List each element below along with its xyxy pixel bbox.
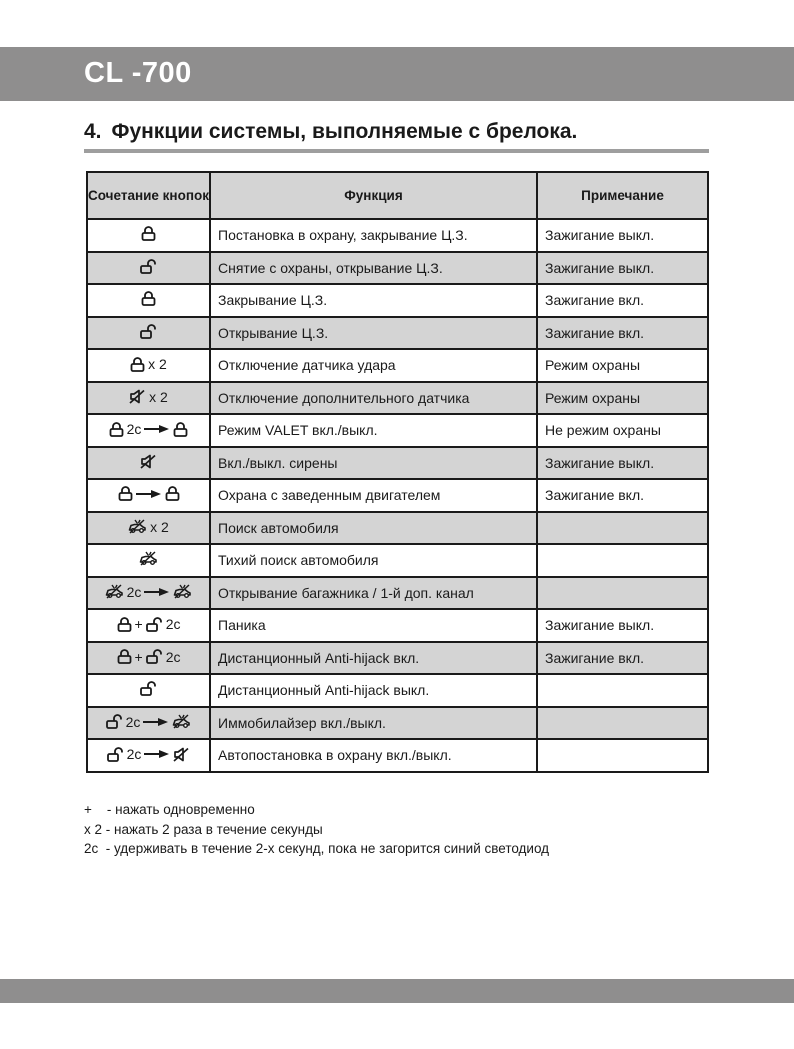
table-row — [87, 707, 708, 740]
functions-table — [86, 171, 709, 773]
function-cell: Автопостановка в охрану вкл./выкл. — [210, 739, 537, 772]
note-cell — [537, 544, 708, 577]
legend — [84, 800, 549, 859]
table-row — [87, 382, 708, 415]
note-cell — [537, 512, 708, 545]
arrow-icon — [144, 587, 170, 597]
function-cell: Закрывание Ц.З. — [210, 284, 537, 317]
table-row — [87, 577, 708, 610]
table-row — [87, 447, 708, 480]
combo-text: 2с — [126, 421, 142, 437]
legend-line: + - нажать одновременно — [84, 802, 255, 817]
combo-text: 2с — [125, 713, 141, 730]
button-combination — [130, 356, 167, 372]
note-cell: Зажигание выкл. — [537, 219, 708, 252]
table-row — [87, 317, 708, 350]
table-row — [87, 219, 708, 252]
function-cell: Паника — [210, 609, 537, 642]
function-cell: Тихий поиск автомобиля — [210, 544, 537, 577]
section-title: Функции системы, выполняемые с брелока. — [111, 120, 578, 143]
unlock-icon — [140, 259, 157, 274]
lock-icon — [141, 291, 156, 306]
combo-cell — [87, 414, 210, 447]
mute-icon — [129, 389, 146, 404]
lock-icon — [141, 226, 156, 241]
unlock-icon — [146, 649, 163, 664]
combo-cell — [87, 317, 210, 350]
combo-text: + — [134, 648, 143, 665]
car-search-icon — [173, 584, 192, 599]
legend-line: x 2 - нажать 2 раза в течение секунды — [84, 821, 323, 837]
lock-icon — [109, 422, 124, 437]
function-cell: Открывание Ц.З. — [210, 317, 537, 350]
button-combination — [129, 389, 168, 405]
combo-text: 2с — [126, 583, 142, 600]
button-combination — [117, 616, 181, 632]
combo-cell — [87, 349, 210, 382]
unlock-icon — [140, 324, 157, 339]
unlock-icon — [106, 714, 123, 729]
combo-cell — [87, 577, 210, 610]
header-note: Примечание — [537, 172, 708, 219]
note-cell — [537, 577, 708, 610]
function-cell: Открывание багажника / 1-й доп. канал — [210, 577, 537, 610]
footer-bar — [0, 979, 794, 1003]
combo-text: 2с — [165, 616, 181, 632]
header-combo: Сочетание кнопок — [87, 172, 210, 219]
function-cell: Отключение дополнительного датчика — [210, 382, 537, 415]
button-combination — [118, 486, 180, 501]
note-cell: Зажигание вкл. — [537, 479, 708, 512]
lock-icon — [173, 422, 188, 437]
combo-cell — [87, 252, 210, 285]
function-cell: Дистанционный Anti-hijack выкл. — [210, 674, 537, 707]
button-combination — [141, 291, 156, 306]
note-cell: Зажигание вкл. — [537, 317, 708, 350]
table-header-row — [87, 172, 708, 219]
car-search-icon — [105, 584, 124, 599]
combo-cell — [87, 284, 210, 317]
combo-cell — [87, 447, 210, 480]
function-cell: Снятие с охраны, открывание Ц.З. — [210, 252, 537, 285]
function-cell: Дистанционный Anti-hijack вкл. — [210, 642, 537, 675]
lock-icon — [165, 486, 180, 501]
unlock-icon — [107, 747, 124, 762]
table-row — [87, 739, 708, 772]
legend-line: 2с - удерживать в течение 2-х секунд, пока не загорится синий светодиод — [84, 841, 550, 856]
combo-cell — [87, 219, 210, 252]
table-row — [87, 512, 708, 545]
note-cell — [537, 707, 708, 740]
car-search-icon — [172, 714, 191, 729]
note-cell: Зажигание выкл. — [537, 447, 708, 480]
button-combination — [140, 454, 157, 469]
combo-text: 2с — [165, 648, 181, 665]
section-heading — [84, 120, 577, 144]
note-cell: Режим охраны — [537, 349, 708, 382]
mute-icon — [173, 747, 190, 762]
button-combination — [140, 681, 157, 696]
function-cell: Постановка в охрану, закрывание Ц.З. — [210, 219, 537, 252]
table-row — [87, 252, 708, 285]
button-combination — [140, 259, 157, 274]
function-cell: Поиск автомобиля — [210, 512, 537, 545]
note-cell — [537, 739, 708, 772]
mute-icon — [140, 454, 157, 469]
combo-text: x 2 — [150, 518, 169, 535]
button-combination — [109, 421, 189, 437]
function-cell: Охрана с заведенным двигателем — [210, 479, 537, 512]
button-combination — [107, 746, 191, 762]
note-cell: Зажигание выкл. — [537, 609, 708, 642]
combo-cell — [87, 479, 210, 512]
lock-icon — [117, 617, 132, 632]
unlock-icon — [140, 681, 157, 696]
button-combination — [117, 649, 181, 665]
header-bar — [0, 47, 794, 101]
table-row — [87, 284, 708, 317]
note-cell: Зажигание выкл. — [537, 252, 708, 285]
button-combination — [105, 584, 193, 600]
function-cell: Иммобилайзер вкл./выкл. — [210, 707, 537, 740]
combo-text: + — [134, 616, 143, 632]
function-cell: Вкл./выкл. сирены — [210, 447, 537, 480]
combo-cell — [87, 674, 210, 707]
function-cell: Режим VALET вкл./выкл. — [210, 414, 537, 447]
button-combination — [128, 519, 169, 535]
button-combination — [140, 324, 157, 339]
table-row — [87, 609, 708, 642]
note-cell: Не режим охраны — [537, 414, 708, 447]
arrow-icon — [144, 749, 170, 759]
table-row — [87, 642, 708, 675]
arrow-icon — [144, 424, 170, 434]
button-combination — [141, 226, 156, 241]
note-cell — [537, 674, 708, 707]
button-combination — [106, 714, 192, 730]
table-row — [87, 674, 708, 707]
header-function: Функция — [210, 172, 537, 219]
arrow-icon — [136, 489, 162, 499]
heading-underline — [84, 149, 709, 153]
function-cell: Отключение датчика удара — [210, 349, 537, 382]
lock-icon — [130, 357, 145, 372]
combo-text: x 2 — [149, 388, 168, 405]
table-row — [87, 479, 708, 512]
note-cell: Зажигание вкл. — [537, 284, 708, 317]
note-cell: Режим охраны — [537, 382, 708, 415]
combo-text: x 2 — [148, 356, 167, 372]
car-search-icon — [128, 519, 147, 534]
note-cell: Зажигание вкл. — [537, 642, 708, 675]
combo-text: 2с — [126, 746, 142, 762]
combo-cell — [87, 609, 210, 642]
section-number: 4. — [84, 120, 102, 143]
button-combination — [139, 551, 158, 566]
unlock-icon — [146, 617, 163, 632]
arrow-icon — [143, 717, 169, 727]
lock-icon — [118, 486, 133, 501]
car-search-icon — [139, 551, 158, 566]
combo-cell — [87, 707, 210, 740]
combo-cell — [87, 512, 210, 545]
table-row — [87, 414, 708, 447]
combo-cell — [87, 739, 210, 772]
table-row — [87, 544, 708, 577]
combo-cell — [87, 642, 210, 675]
table-row — [87, 349, 708, 382]
combo-cell — [87, 544, 210, 577]
combo-cell — [87, 382, 210, 415]
lock-icon — [117, 649, 132, 664]
brand-title: CL -700 — [84, 57, 192, 89]
